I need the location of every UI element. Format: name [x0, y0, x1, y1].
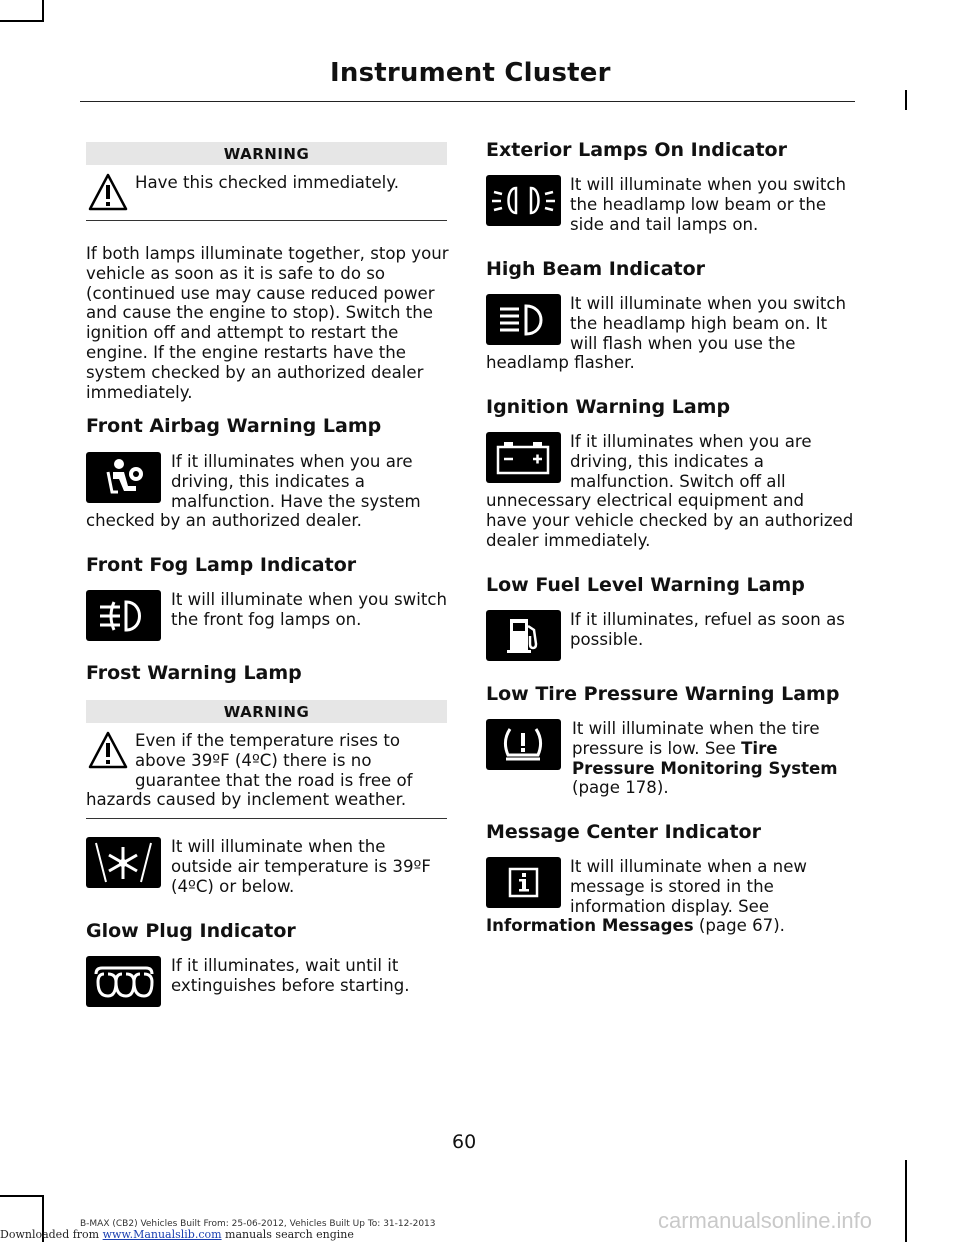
crop-mark: [0, 20, 44, 22]
fog-lamp-icon: [86, 590, 161, 641]
text-line: engine. If the engine restarts have the: [86, 342, 406, 362]
text-line: immediately.: [86, 382, 193, 402]
text-line: If it illuminates when you are: [570, 432, 812, 451]
crop-mark: [905, 90, 907, 110]
cross-reference-link[interactable]: Pressure Monitoring System: [572, 758, 838, 778]
text-line: the headlamp high beam on. It: [570, 313, 828, 333]
paragraph: [570, 857, 807, 916]
text-line: It will illuminate when you switch: [570, 175, 846, 194]
airbag-icon: [86, 452, 161, 503]
paragraph: [570, 294, 846, 353]
text-line: headlamp flasher.: [486, 353, 635, 372]
paragraph: [171, 590, 447, 630]
section-heading: Message Center Indicator: [486, 821, 761, 843]
text-line: checked by an authorized dealer.: [86, 511, 362, 530]
divider: [86, 220, 447, 221]
paragraph: [486, 491, 853, 550]
text-line: If it illuminates, wait until it: [171, 956, 399, 975]
snowflake-icon: [86, 837, 161, 888]
text-line: dealer immediately.: [486, 530, 651, 550]
text-line: Even if the temperature rises to: [135, 731, 400, 750]
text-line: driving, this indicates a: [171, 471, 365, 491]
text-line: hazards caused by inclement weather.: [86, 790, 407, 809]
page-number: 60: [452, 1131, 477, 1153]
text-line: have your vehicle checked by an authorized: [486, 510, 854, 530]
text-span: Downloaded from: [0, 1228, 100, 1241]
section-heading: High Beam Indicator: [486, 258, 706, 280]
text-line: information display. See: [570, 896, 770, 916]
text-line: driving, this indicates a: [570, 451, 764, 471]
fuel-pump-icon: [486, 610, 561, 661]
crop-mark: [0, 1195, 44, 1197]
side-lamps-icon: [486, 175, 561, 226]
text-line: will flash when you use the: [570, 333, 796, 353]
section-heading: Front Airbag Warning Lamp: [86, 415, 382, 437]
section-heading: Exterior Lamps On Indicator: [486, 139, 787, 161]
section-heading: Frost Warning Lamp: [86, 662, 302, 684]
section-heading: Low Fuel Level Warning Lamp: [486, 574, 805, 596]
text-span: pressure is low. See: [572, 738, 742, 758]
paragraph: [171, 837, 431, 896]
paragraph: [171, 956, 410, 996]
text-line: and cause the engine to stop). Switch the: [86, 303, 433, 323]
text-line: It will illuminate when the: [171, 837, 386, 856]
glow-plug-icon: [86, 956, 161, 1007]
paragraph: [570, 175, 846, 234]
footer-vehicle-info: B-MAX (CB2) Vehicles Built From: 25-06-2012, Vehicles Built Up To: 31-12-2013: [80, 1219, 436, 1229]
battery-icon: [486, 432, 561, 483]
warning-label: WARNING: [86, 142, 447, 165]
text-line: the headlamp low beam or the: [570, 194, 827, 214]
text-line: malfunction. Switch off all: [570, 471, 786, 491]
text-line: above 39ºF (4ºC) there is no: [135, 750, 372, 770]
text-line: If it illuminates, refuel as soon as: [570, 610, 845, 629]
text-line: malfunction. Have the system: [171, 491, 421, 511]
text-line: extinguishes before starting.: [171, 975, 410, 995]
section-heading: Front Fog Lamp Indicator: [86, 554, 357, 576]
text-line: side and tail lamps on.: [570, 214, 759, 234]
text-line: (continued use may cause reduced power: [86, 283, 435, 303]
page-reference: (page 178).: [572, 778, 669, 798]
text-line: (4ºC) or below.: [171, 876, 295, 896]
text-line: It will illuminate when the tire: [572, 719, 820, 738]
text-line: vehicle as soon as it is safe to do so: [86, 263, 386, 283]
page-reference: (page 67).: [693, 916, 785, 935]
paragraph: [570, 610, 845, 650]
crop-mark: [905, 1160, 907, 1242]
text-line: It will illuminate when a new: [570, 857, 807, 876]
warning-triangle-icon: [87, 172, 129, 212]
header-rule: [80, 101, 855, 102]
text-line: system checked by an authorized dealer: [86, 362, 424, 382]
page-title: Instrument Cluster: [330, 58, 611, 88]
paragraph: [86, 244, 456, 402]
section-heading: Low Tire Pressure Warning Lamp: [486, 683, 840, 705]
text-line: the front fog lamps on.: [171, 609, 362, 629]
cross-reference-link[interactable]: Tire: [741, 738, 778, 758]
section-heading: Glow Plug Indicator: [86, 920, 296, 942]
paragraph: [135, 731, 413, 790]
divider: [86, 818, 447, 819]
text-span: manuals search engine: [221, 1228, 354, 1241]
paragraph: [171, 452, 421, 511]
text-line: outside air temperature is 39ºF: [171, 856, 431, 876]
paragraph: [570, 432, 812, 491]
cross-reference-link[interactable]: Information Messages: [486, 916, 694, 935]
high-beam-icon: [486, 294, 561, 345]
text-line: unnecessary electrical equipment and: [486, 491, 805, 510]
info-icon: [486, 857, 561, 908]
warning-triangle-icon: [87, 730, 129, 770]
warning-label: WARNING: [86, 700, 447, 723]
text-line: If both lamps illuminate together, stop your: [86, 244, 449, 263]
site-link[interactable]: www.Manualslib.com: [102, 1228, 222, 1241]
text-line: It will illuminate when you switch: [171, 590, 447, 609]
paragraph: [572, 719, 838, 798]
text-line: [486, 916, 785, 936]
warning-text: Have this checked immediately.: [135, 173, 400, 192]
watermark: carmanualsonline.info: [658, 1208, 873, 1233]
section-heading: Ignition Warning Lamp: [486, 396, 731, 418]
text-line: It will illuminate when you switch: [570, 294, 846, 313]
text-line: guarantee that the road is free of: [135, 770, 413, 790]
text-line: [572, 739, 838, 759]
crop-mark: [42, 0, 44, 22]
text-line: message is stored in the: [570, 876, 774, 896]
tire-pressure-icon: [486, 719, 561, 770]
text-line: ignition off and attempt to restart the: [86, 323, 399, 343]
footer-download-note: [0, 1228, 354, 1241]
text-line: possible.: [570, 629, 644, 649]
text-line: If it illuminates when you are: [171, 452, 413, 471]
